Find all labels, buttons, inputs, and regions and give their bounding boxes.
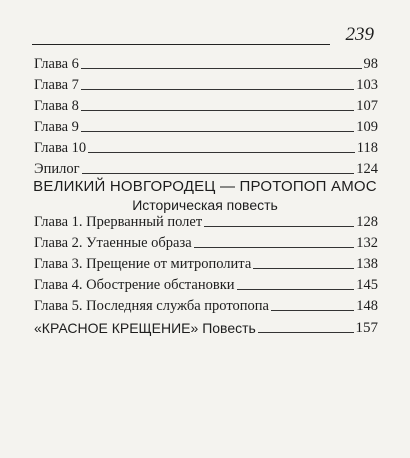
- toc-entry-page: 132: [356, 235, 378, 251]
- toc-entry-page: 103: [356, 77, 378, 93]
- leader-line: [194, 246, 355, 248]
- leader-line: [81, 67, 362, 69]
- leader-line: [204, 225, 354, 227]
- toc-section-1: [34, 52, 378, 178]
- toc-entry-label: Глава 7: [34, 77, 79, 93]
- toc-entry-page: 138: [356, 256, 378, 272]
- toc-entry-label: Глава 3. Прещение от митрополита: [34, 256, 252, 272]
- toc-entry-page: 107: [356, 98, 378, 114]
- header-rule: [32, 44, 330, 45]
- toc-entry-label: Глава 1. Прерванный полет: [34, 214, 203, 230]
- toc-entry: [34, 73, 378, 94]
- toc-entry: [34, 294, 378, 315]
- toc-entry-label: Глава 6: [34, 56, 79, 72]
- toc-entry-label: Глава 5. Последняя служба протопопа: [34, 298, 269, 314]
- leader-line: [88, 151, 355, 153]
- leader-line: [253, 267, 354, 269]
- leader-line: [237, 288, 355, 290]
- toc-entry-label: Глава 9: [34, 119, 79, 135]
- toc-entry: [34, 157, 378, 178]
- section-subtitle: Историческая повесть: [132, 197, 278, 213]
- toc-entry-page: 124: [356, 161, 378, 177]
- toc-entry-label: Глава 8: [34, 98, 79, 114]
- toc-entry: [34, 94, 378, 115]
- toc-entry: [34, 52, 378, 73]
- toc-entry-page: 98: [363, 56, 378, 72]
- toc-entry: [34, 316, 378, 337]
- leader-line: [81, 88, 354, 90]
- toc-entry-label: Глава 2. Утаенные образа: [34, 235, 192, 251]
- leader-line: [82, 172, 355, 174]
- toc-section-3: [34, 316, 378, 337]
- toc-entry: [34, 115, 378, 136]
- toc-entry-page: 118: [356, 140, 378, 156]
- leader-line: [81, 130, 354, 132]
- leader-line: [258, 331, 354, 333]
- toc-entry-page: 109: [356, 119, 378, 135]
- toc-entry-page: 145: [356, 277, 378, 293]
- page-number: 239: [345, 24, 374, 45]
- toc-entry: [34, 136, 378, 157]
- toc-section-2: [34, 210, 378, 315]
- toc-entry: [34, 252, 378, 273]
- toc-entry-page: 128: [356, 214, 378, 230]
- toc-entry-label: Глава 4. Обострение обстановки: [34, 277, 235, 293]
- leader-line: [81, 109, 354, 111]
- section-title: ВЕЛИКИЙ НОВГОРОДЕЦ — ПРОТОПОП АМОС: [33, 178, 377, 195]
- toc-entry: [34, 210, 378, 231]
- toc-entry: [34, 273, 378, 294]
- toc-entry-label: «КРАСНОЕ КРЕЩЕНИЕ» Повесть: [34, 320, 256, 336]
- leader-line: [271, 309, 354, 311]
- toc-entry-page: 157: [355, 320, 378, 336]
- toc-entry: [34, 231, 378, 252]
- toc-entry-page: 148: [356, 298, 378, 314]
- toc-entry-label: Эпилог: [34, 161, 80, 177]
- toc-entry-label: Глава 10: [34, 140, 87, 156]
